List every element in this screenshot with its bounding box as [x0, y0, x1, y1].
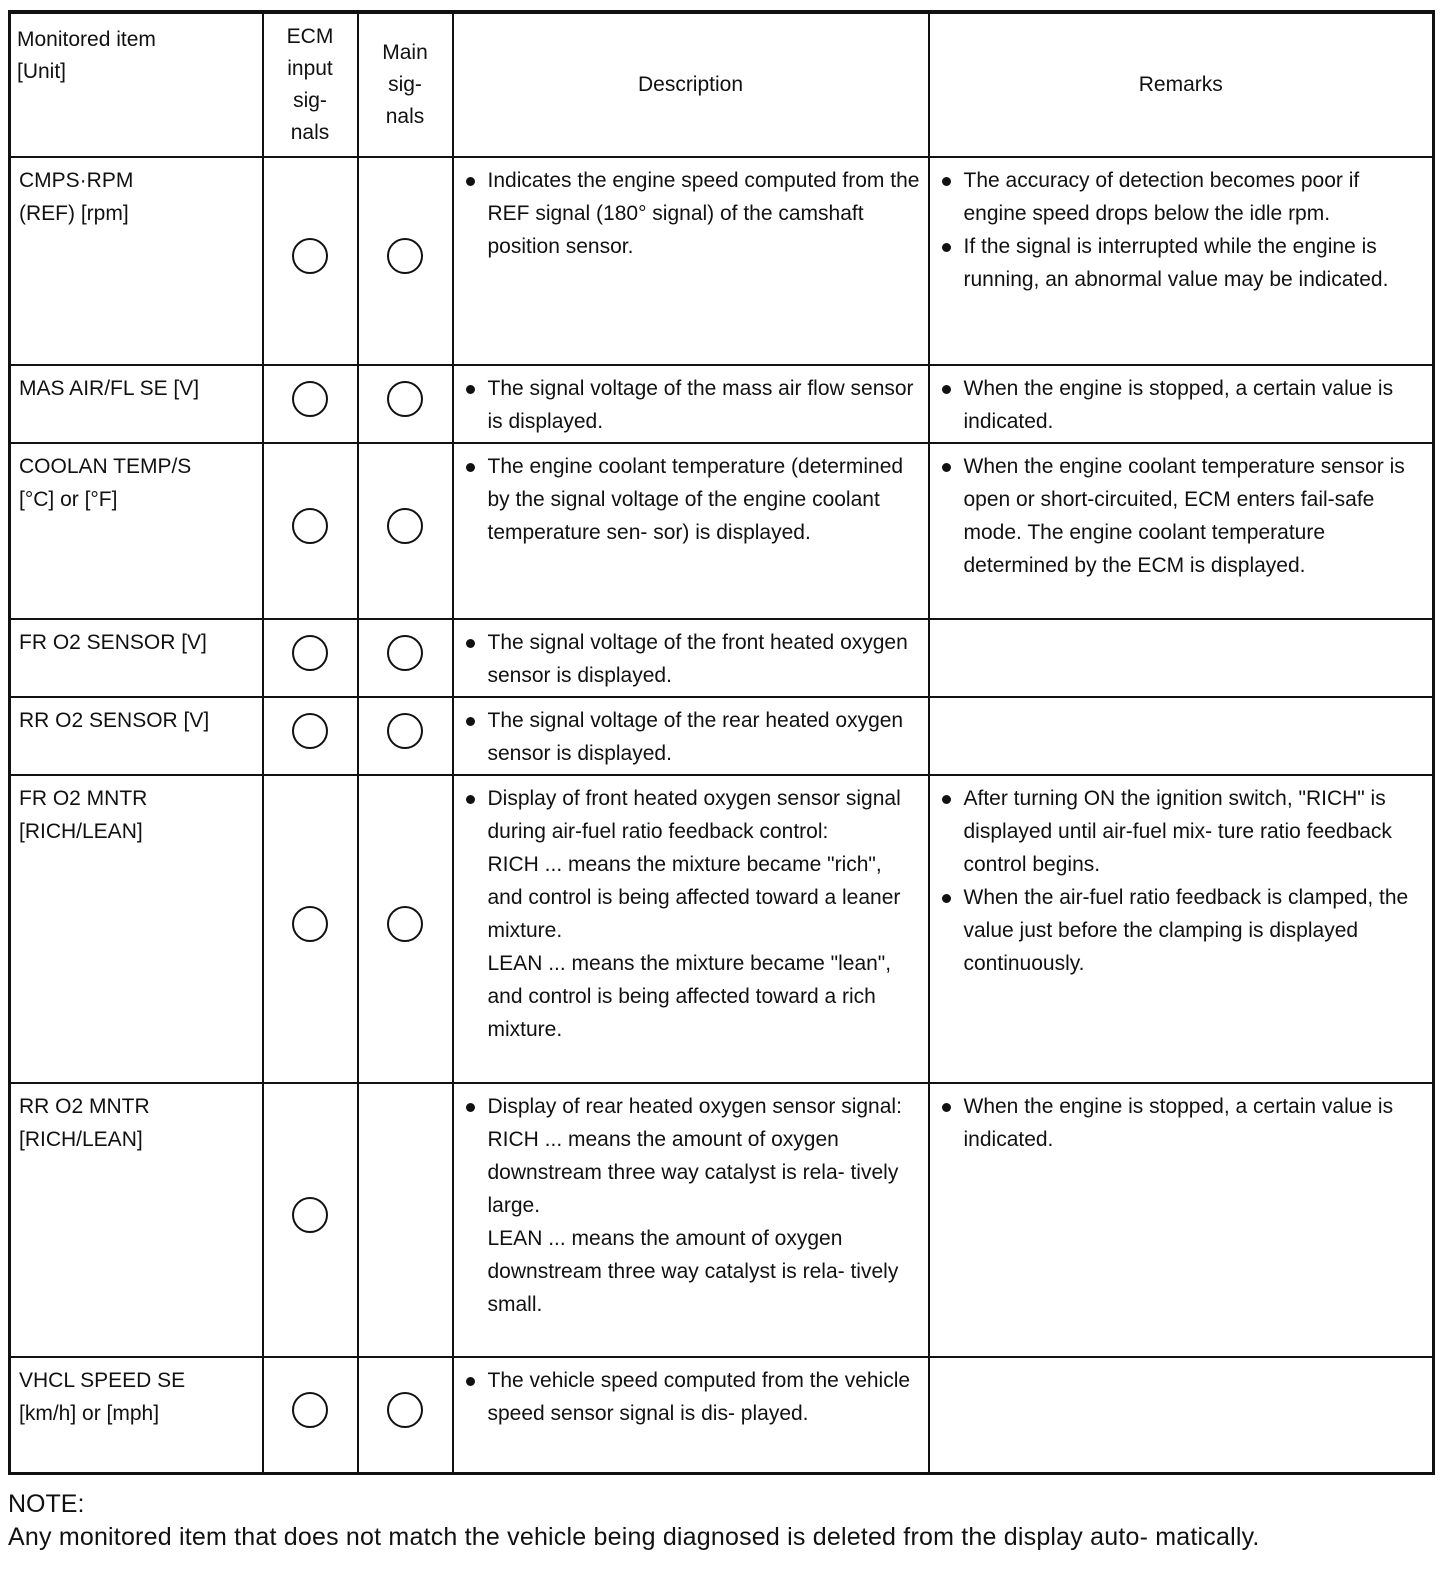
monitored-item-cell	[10, 443, 263, 619]
bullet-text: The vehicle speed computed from the vehicle speed sensor signal is dis- played.	[487, 1369, 911, 1425]
ecm-input-cell	[263, 1357, 358, 1473]
bullet-text: Display of front heated oxygen sensor signal during air-fuel ratio feedback control:	[487, 787, 901, 843]
monitored-item-cell	[10, 1083, 263, 1357]
circle-mark-icon	[292, 1392, 328, 1428]
circle-mark-icon	[387, 635, 423, 671]
bullet-item	[462, 450, 920, 549]
bullet-item	[462, 626, 920, 692]
header-main-line: nals	[385, 105, 425, 128]
header-ecm-input-signals	[263, 12, 358, 157]
monitored-item-text: [km/h] or [mph]	[19, 1402, 160, 1425]
bullet-item	[462, 704, 920, 770]
ecm-input-cell	[263, 157, 358, 365]
remarks-cell	[929, 443, 1434, 619]
monitored-items-table	[8, 10, 1435, 1475]
monitored-item-text: CMPS·RPM	[19, 169, 134, 192]
monitored-item-cell	[10, 365, 263, 443]
circle-mark-icon	[387, 381, 423, 417]
remarks-cell-list	[938, 450, 1425, 582]
bullet-item	[462, 782, 920, 1046]
description-cell	[453, 697, 929, 775]
monitored-item-text: RR O2 SENSOR [V]	[19, 709, 210, 732]
main-signal-cell	[358, 697, 453, 775]
bullet-text: The signal voltage of the rear heated oxygen sensor is displayed.	[487, 709, 904, 765]
remarks-cell	[929, 775, 1434, 1083]
circle-mark-icon	[292, 381, 328, 417]
ecm-input-cell	[263, 619, 358, 697]
table-row	[10, 157, 1434, 365]
circle-mark-icon	[292, 1197, 328, 1233]
main-signal-cell	[358, 365, 453, 443]
header-description: Description	[453, 12, 929, 157]
header-ecm-line: ECM	[286, 25, 334, 48]
description-cell-list	[462, 704, 920, 770]
main-signal-cell	[358, 443, 453, 619]
bullet-text: Display of rear heated oxygen sensor signal:	[487, 1095, 902, 1118]
bullet-item	[938, 450, 1425, 582]
remarks-cell-list	[938, 164, 1425, 296]
circle-mark-icon	[292, 635, 328, 671]
header-main-line: sig-	[388, 73, 422, 96]
monitored-item-text: FR O2 SENSOR [V]	[19, 631, 207, 654]
remarks-cell	[929, 157, 1434, 365]
bullet-text: When the engine coolant temperature sensor is open or short-circuited, ECM enters fail-safe mode. The engine coolant temperature determined by the ECM is displayed.	[963, 455, 1405, 577]
remarks-cell	[929, 1357, 1434, 1473]
bullet-item	[462, 1364, 920, 1430]
monitored-item-text: (REF) [rpm]	[19, 202, 129, 225]
ecm-input-cell	[263, 775, 358, 1083]
note-section	[8, 1488, 1432, 1554]
remarks-cell	[929, 619, 1434, 697]
table-row	[10, 775, 1434, 1083]
bullet-item	[938, 881, 1425, 980]
header-ecm-line: sig-	[293, 89, 327, 112]
bullet-item	[938, 230, 1425, 296]
circle-mark-icon	[387, 906, 423, 942]
table-row	[10, 443, 1434, 619]
remarks-cell-list	[938, 782, 1425, 980]
header-item-line: Monitored item	[17, 28, 156, 51]
table-body	[10, 157, 1434, 1473]
table-row	[10, 1083, 1434, 1357]
bullet-text: The accuracy of detection becomes poor if engine speed drops below the idle rpm.	[963, 169, 1360, 225]
monitored-item-cell	[10, 157, 263, 365]
description-cell-list	[462, 1364, 920, 1430]
bullet-item	[938, 164, 1425, 230]
remarks-cell	[929, 365, 1434, 443]
description-cell	[453, 619, 929, 697]
table-row	[10, 1357, 1434, 1473]
header-ecm-line: nals	[290, 121, 330, 144]
monitored-item-text: [RICH/LEAN]	[19, 820, 143, 843]
monitored-item-cell	[10, 697, 263, 775]
header-remarks: Remarks	[929, 12, 1434, 157]
header-monitored-item	[10, 12, 263, 157]
main-signal-cell	[358, 775, 453, 1083]
description-cell	[453, 775, 929, 1083]
ecm-input-cell	[263, 365, 358, 443]
circle-mark-icon	[387, 1392, 423, 1428]
monitored-item-text: [°C] or [°F]	[19, 488, 118, 511]
bullet-text: When the air-fuel ratio feedback is clamped, the value just before the clamping is displayed continuously.	[963, 886, 1409, 975]
description-cell-list	[462, 782, 920, 1046]
bullet-text: Indicates the engine speed computed from the REF signal (180° signal) of the camshaft position sensor.	[487, 169, 920, 258]
circle-mark-icon	[387, 713, 423, 749]
bullet-item	[462, 1090, 920, 1321]
note-body: Any monitored item that does not match the vehicle being diagnosed is deleted from the display auto- matically.	[8, 1523, 1260, 1551]
bullet-text: RICH ... means the amount of oxygen downstream three way catalyst is rela- tively large.	[487, 1128, 899, 1217]
remarks-cell-list	[938, 372, 1425, 438]
monitored-item-text: MAS AIR/FL SE [V]	[19, 377, 200, 400]
header-row	[10, 12, 1434, 157]
table-row	[10, 697, 1434, 775]
circle-mark-icon	[292, 906, 328, 942]
bullet-item	[938, 782, 1425, 881]
bullet-item	[938, 1090, 1425, 1156]
header-ecm-line: input	[287, 57, 333, 80]
remarks-cell	[929, 697, 1434, 775]
main-signal-cell	[358, 1083, 453, 1357]
main-signal-cell	[358, 157, 453, 365]
bullet-text: The engine coolant temperature (determined by the signal voltage of the engine coolant temperature sen- sor) is displayed.	[487, 455, 904, 544]
description-cell	[453, 1357, 929, 1473]
monitored-item-text: RR O2 MNTR	[19, 1095, 150, 1118]
note-title: NOTE:	[8, 1490, 85, 1518]
description-cell	[453, 443, 929, 619]
description-cell-list	[462, 450, 920, 549]
main-signal-cell	[358, 1357, 453, 1473]
monitored-item-text: COOLAN TEMP/S	[19, 455, 192, 478]
bullet-text: When the engine is stopped, a certain value is indicated.	[963, 377, 1394, 433]
bullet-text: When the engine is stopped, a certain value is indicated.	[963, 1095, 1394, 1151]
circle-mark-icon	[387, 508, 423, 544]
bullet-text: The signal voltage of the mass air flow sensor is displayed.	[487, 377, 914, 433]
header-main-signals	[358, 12, 453, 157]
bullet-text: If the signal is interrupted while the engine is running, an abnormal value may be indicated.	[963, 235, 1389, 291]
monitored-item-text: VHCL SPEED SE	[19, 1369, 186, 1392]
main-signal-cell	[358, 619, 453, 697]
monitored-item-text: [RICH/LEAN]	[19, 1128, 143, 1151]
monitored-item-cell	[10, 775, 263, 1083]
header-main-line: Main	[382, 41, 428, 64]
bullet-text: The signal voltage of the front heated oxygen sensor is displayed.	[487, 631, 908, 687]
description-cell	[453, 1083, 929, 1357]
header-item-line: [Unit]	[17, 60, 67, 83]
bullet-text: After turning ON the ignition switch, "RICH" is displayed until air-fuel mix- ture ratio feedback control begins.	[963, 787, 1392, 876]
monitored-item-text: FR O2 MNTR	[19, 787, 148, 810]
bullet-item	[938, 372, 1425, 438]
circle-mark-icon	[292, 508, 328, 544]
remarks-cell-list	[938, 1090, 1425, 1156]
bullet-text: RICH ... means the mixture became "rich", and control is being affected toward a leaner mixture.	[487, 853, 901, 942]
circle-mark-icon	[387, 238, 423, 274]
ecm-input-cell	[263, 1083, 358, 1357]
monitored-item-cell	[10, 1357, 263, 1473]
description-cell	[453, 157, 929, 365]
description-cell-list	[462, 372, 920, 438]
table-row	[10, 619, 1434, 697]
bullet-text: LEAN ... means the mixture became "lean", and control is being affected toward a rich mixture.	[487, 952, 892, 1041]
circle-mark-icon	[292, 238, 328, 274]
bullet-item	[462, 164, 920, 263]
monitored-item-cell	[10, 619, 263, 697]
table-row	[10, 365, 1434, 443]
bullet-item	[462, 372, 920, 438]
remarks-cell	[929, 1083, 1434, 1357]
ecm-input-cell	[263, 443, 358, 619]
description-cell	[453, 365, 929, 443]
ecm-input-cell	[263, 697, 358, 775]
bullet-text: LEAN ... means the amount of oxygen downstream three way catalyst is rela- tively small.	[487, 1227, 899, 1316]
circle-mark-icon	[292, 713, 328, 749]
description-cell-list	[462, 626, 920, 692]
description-cell-list	[462, 1090, 920, 1321]
description-cell-list	[462, 164, 920, 263]
